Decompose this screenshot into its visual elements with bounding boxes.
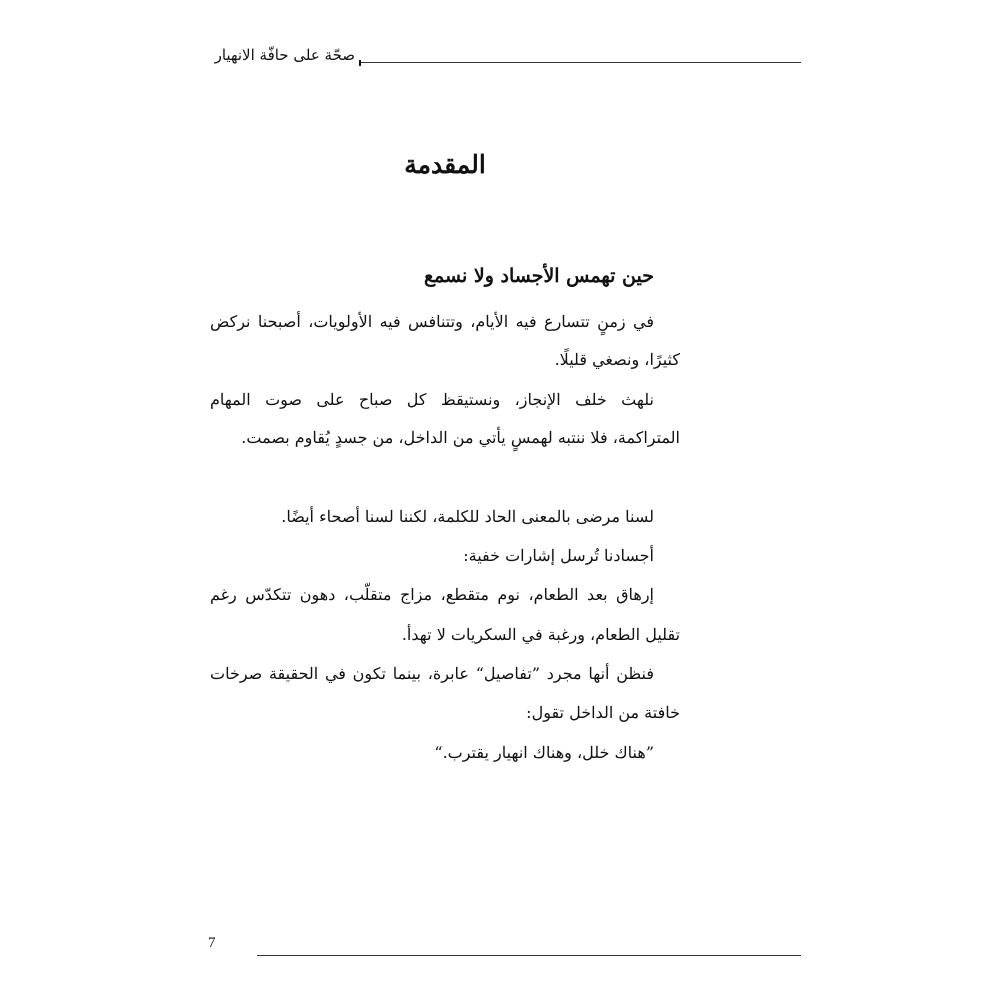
paragraph-4-line-1: أجسادنا تُرسل إشارات خفية: xyxy=(463,546,654,565)
paragraph-2-line-2: المتراكمة، فلا ننتبه لهمسٍ يأتي من الداخل، من جسدٍ يُقاوم بصمت. xyxy=(241,428,680,447)
paragraph-7-quote: ”هناك خلل، وهناك انهيار يقترب.“ xyxy=(434,743,654,762)
paragraph-1-line-2: كثيرًا، ونصغي قليلًا. xyxy=(554,350,680,369)
paragraph-3-line-1: لسنا مرضى بالمعنى الحاد للكلمة، لكننا لسنا أصحاء أيضًا. xyxy=(281,507,654,526)
running-header-title: صحّة على حافّة الانهيار xyxy=(214,46,355,64)
section-heading: حين تهمس الأجساد ولا نسمع xyxy=(423,265,654,287)
paragraph-2-line-1: نلهث خلف الإنجاز، ونستيقظ كل صباح على صوت المهام xyxy=(210,390,654,409)
paragraph-6-line-2: خافتة من الداخل تقول: xyxy=(526,703,680,722)
paragraph-6-line-1: فنظن أنها مجرد ”تفاصيل“ عابرة، بينما تكون في الحقيقة صرخات xyxy=(210,664,654,683)
header-rule-tick xyxy=(359,60,361,66)
chapter-title: المقدمة xyxy=(404,150,486,179)
paragraph-5-line-1: إرهاق بعد الطعام، نوم متقطع، مزاج متقلّب، دهون تتكدّس رغم xyxy=(210,585,654,604)
paragraph-1-line-1: في زمنٍ تتسارع فيه الأيام، وتتنافس فيه الأولويات، أصبحنا نركض xyxy=(210,312,655,331)
page-number: 7 xyxy=(208,935,216,951)
footer-rule xyxy=(257,955,801,956)
paragraph-5-line-2: تقليل الطعام، ورغبة في السكريات لا تهدأ. xyxy=(401,625,680,644)
header-rule xyxy=(361,62,801,63)
